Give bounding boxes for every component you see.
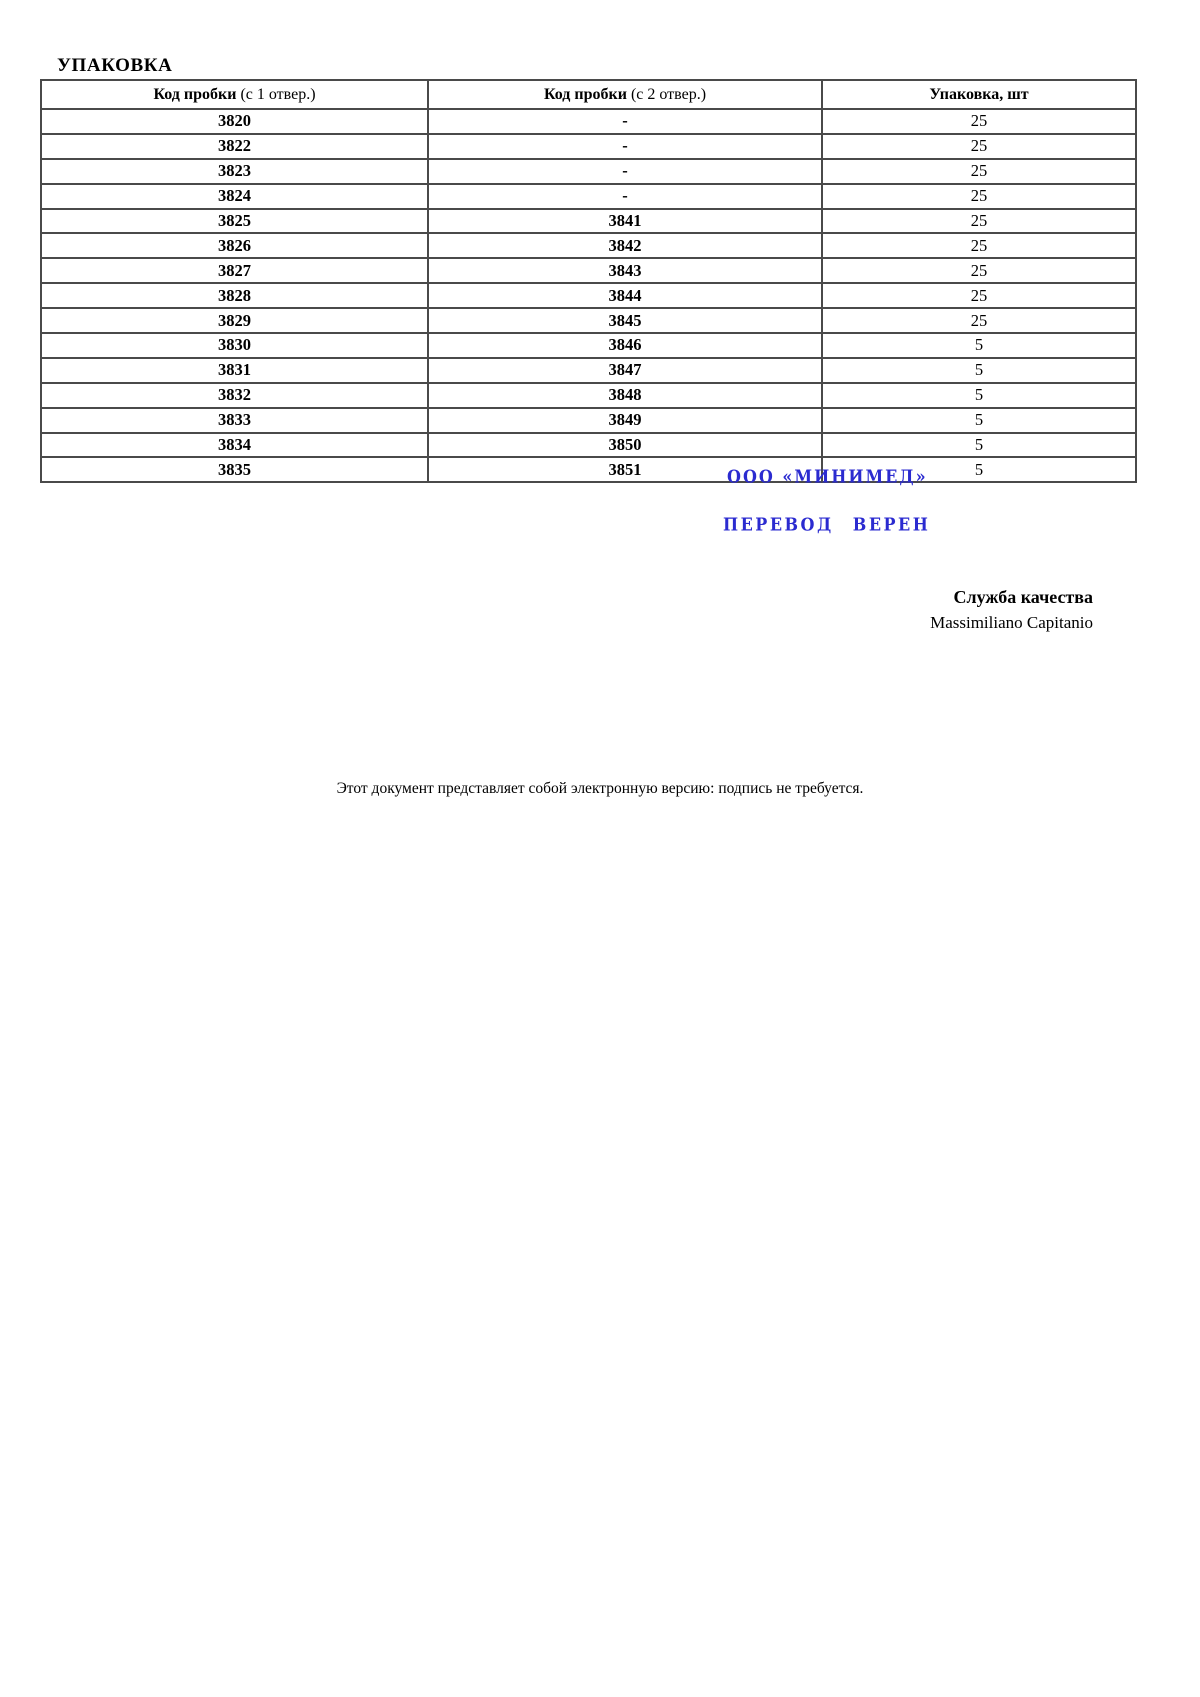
table-row <box>41 209 1136 234</box>
cell-packaging-qty: 25 <box>822 184 1136 209</box>
cell-code-2hole: 3850 <box>428 433 822 458</box>
cell-packaging-qty: 25 <box>822 134 1136 159</box>
col-header-packaging-qty <box>822 80 1136 109</box>
cell-packaging-qty: 5 <box>822 333 1136 358</box>
cell-code-1hole: 3824 <box>41 184 428 209</box>
table-row <box>41 159 1136 184</box>
cell-code-2hole: 3841 <box>428 209 822 234</box>
cell-code-2hole: - <box>428 184 822 209</box>
cell-code-2hole: 3848 <box>428 383 822 408</box>
cell-code-1hole: 3835 <box>41 457 428 482</box>
cell-code-2hole: - <box>428 109 822 134</box>
table-row <box>41 308 1136 333</box>
table-row <box>41 258 1136 283</box>
cell-code-2hole: 3851 <box>428 457 822 482</box>
signature-name: Massimiliano Capitanio <box>930 613 1093 632</box>
cell-code-2hole: 3844 <box>428 283 822 308</box>
cell-code-1hole: 3822 <box>41 134 428 159</box>
cell-packaging-qty: 5 <box>822 433 1136 458</box>
cell-packaging-qty: 25 <box>822 109 1136 134</box>
table-row <box>41 184 1136 209</box>
cell-packaging-qty: 25 <box>822 233 1136 258</box>
cell-code-2hole: 3843 <box>428 258 822 283</box>
cell-code-2hole: - <box>428 134 822 159</box>
table-row <box>41 358 1136 383</box>
table-row <box>41 283 1136 308</box>
cell-packaging-qty: 5 <box>822 408 1136 433</box>
cell-code-1hole: 3834 <box>41 433 428 458</box>
document-title: УПАКОВКА <box>57 55 173 76</box>
table-row <box>41 457 1136 482</box>
cell-code-1hole: 3831 <box>41 358 428 383</box>
cell-code-1hole: 3826 <box>41 233 428 258</box>
translation-correct-stamp: ПЕРЕВОД ВЕРЕН <box>723 514 931 535</box>
cell-code-2hole: 3847 <box>428 358 822 383</box>
cell-code-1hole: 3828 <box>41 283 428 308</box>
company-stamp: ООО «МИНИМЕД» <box>727 466 928 487</box>
signature-department: Служба качества <box>953 587 1093 607</box>
cell-code-1hole: 3825 <box>41 209 428 234</box>
table-row <box>41 383 1136 408</box>
cell-packaging-qty: 25 <box>822 258 1136 283</box>
signature-block <box>930 585 1093 635</box>
cell-code-2hole: 3849 <box>428 408 822 433</box>
cell-code-2hole: 3846 <box>428 333 822 358</box>
cell-code-2hole: 3845 <box>428 308 822 333</box>
table-row <box>41 109 1136 134</box>
table-row <box>41 433 1136 458</box>
cell-packaging-qty: 5 <box>822 358 1136 383</box>
cell-packaging-qty: 5 <box>822 383 1136 408</box>
electronic-version-note: Этот документ представляет собой электронную версию: подпись не требуется. <box>336 780 864 797</box>
cell-packaging-qty: 25 <box>822 159 1136 184</box>
col-header-code-2hole-normal: (с 2 отвер.) <box>626 85 707 103</box>
col-header-code-1hole-normal: (с 1 отвер.) <box>236 85 316 103</box>
col-header-code-2hole <box>428 80 822 109</box>
table-header-row <box>41 80 1136 109</box>
cell-code-1hole: 3823 <box>41 159 428 184</box>
table-row <box>41 333 1136 358</box>
packing-table-body <box>41 109 1136 482</box>
cell-code-1hole: 3833 <box>41 408 428 433</box>
col-header-packaging-qty-bold: Упаковка, шт <box>929 85 1029 103</box>
cell-code-2hole: - <box>428 159 822 184</box>
table-row <box>41 408 1136 433</box>
col-header-code-1hole-bold: Код пробки <box>153 85 237 103</box>
cell-code-1hole: 3832 <box>41 383 428 408</box>
cell-packaging-qty: 25 <box>822 308 1136 333</box>
table-row <box>41 134 1136 159</box>
cell-code-1hole: 3820 <box>41 109 428 134</box>
cell-code-2hole: 3842 <box>428 233 822 258</box>
cell-packaging-qty: 25 <box>822 209 1136 234</box>
cell-packaging-qty: 25 <box>822 283 1136 308</box>
table-row <box>41 233 1136 258</box>
col-header-code-1hole <box>41 80 428 109</box>
packing-table <box>40 79 1137 483</box>
col-header-code-2hole-bold: Код пробки <box>543 85 627 103</box>
cell-packaging-qty: 5 <box>822 457 1136 482</box>
cell-code-1hole: 3830 <box>41 333 428 358</box>
cell-code-1hole: 3829 <box>41 308 428 333</box>
cell-code-1hole: 3827 <box>41 258 428 283</box>
